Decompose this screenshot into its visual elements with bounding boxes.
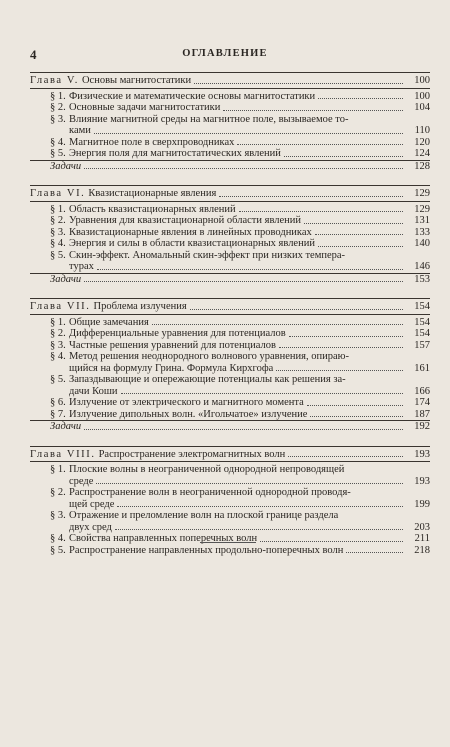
section-number: § 1. xyxy=(50,464,66,475)
section-page: 129 xyxy=(414,203,430,215)
section-title: среде xyxy=(69,475,94,487)
section-entry xyxy=(30,499,430,511)
section-page: 120 xyxy=(414,136,430,148)
section-line xyxy=(50,238,406,250)
chapter-title-wrap xyxy=(30,75,191,87)
section-entry xyxy=(30,510,430,522)
tasks-page: 153 xyxy=(414,273,430,285)
leader-dots xyxy=(239,211,403,212)
section-line xyxy=(50,102,406,114)
chapter-block xyxy=(30,185,430,285)
section-title: Излучение дипольных волн. «Игольчатое» излучение xyxy=(69,408,308,420)
chapter-title: Проблема излучения xyxy=(93,301,187,312)
chapter-block xyxy=(30,298,430,433)
section-line xyxy=(50,148,406,160)
section-number: § 2. xyxy=(50,328,66,339)
section-line xyxy=(50,476,406,488)
section-line xyxy=(50,114,406,126)
section-page: 100 xyxy=(414,90,430,102)
section-title: Физические и математические основы магнитостатики xyxy=(69,90,316,102)
section-page: 174 xyxy=(414,397,430,408)
leader-dots xyxy=(84,281,403,282)
section-line xyxy=(50,317,406,329)
section-title: Свойства направленных поперечных волн xyxy=(69,533,258,544)
chapter-heading xyxy=(30,186,430,201)
leader-dots xyxy=(152,324,403,325)
section-page: 131 xyxy=(414,215,430,226)
section-number: § 4. xyxy=(50,533,66,544)
section-line xyxy=(50,386,406,398)
section-entry xyxy=(30,238,430,250)
section-page: 154 xyxy=(414,328,430,339)
section-line xyxy=(50,328,406,340)
chapter-heading xyxy=(30,299,430,314)
section-title: Отражение и преломление волн на плоской границе раздела xyxy=(69,510,339,521)
section-entry xyxy=(30,363,430,375)
section-page: 146 xyxy=(414,261,430,272)
section-entry xyxy=(30,386,430,398)
section-entry xyxy=(30,464,430,476)
section-number: § 7. xyxy=(50,408,66,420)
chapter-label: Глава VI. xyxy=(30,188,86,199)
section-line xyxy=(50,374,406,386)
section-line xyxy=(50,227,406,239)
section-page: 154 xyxy=(414,316,430,328)
chapter-title: Основы магнитостатики xyxy=(81,75,192,86)
section-number: § 3. xyxy=(50,339,66,351)
tasks-entry xyxy=(30,161,430,173)
section-page: 133 xyxy=(414,226,430,238)
section-entry xyxy=(30,397,430,409)
page-number: 4 xyxy=(30,47,37,62)
chapter-page: 193 xyxy=(414,448,430,460)
section-page: 140 xyxy=(414,238,430,249)
section-entry xyxy=(30,351,430,363)
section-title: Энергия и силы в области квазистационарных явлений xyxy=(69,238,315,249)
section-title: Основные задачи магнитостатики xyxy=(69,102,221,113)
leader-dots xyxy=(219,196,403,197)
section-title: щийся на формулу Грина. Формула Кирхгофа xyxy=(69,362,274,374)
chapter-heading xyxy=(30,73,430,88)
section-title: двух сред xyxy=(69,521,112,533)
closing-divider xyxy=(200,542,256,543)
section-title: Излучение от электрического и магнитного момента xyxy=(69,397,304,408)
section-page: 161 xyxy=(414,362,430,374)
leader-dots xyxy=(318,98,403,99)
section-entry xyxy=(30,215,430,227)
chapter-title-wrap xyxy=(30,188,216,200)
section-page: 157 xyxy=(414,339,430,351)
section-line xyxy=(50,487,406,499)
section-title: Энергия поля для магнитостатических явлений xyxy=(69,148,281,159)
section-line xyxy=(50,91,406,103)
tasks-label: Задачи xyxy=(50,421,82,432)
section-line xyxy=(50,545,406,557)
section-line xyxy=(50,215,406,227)
section-title: Распространение волн в неограниченной однородной проводя- xyxy=(69,487,351,498)
section-title: Скин-эффект. Аномальный скин-эффект при низких темпера- xyxy=(69,249,346,261)
section-line xyxy=(50,137,406,149)
section-entry xyxy=(30,250,430,262)
section-number: § 1. xyxy=(50,316,66,328)
section-number: § 1. xyxy=(50,90,66,102)
section-entry xyxy=(30,340,430,352)
section-number: § 1. xyxy=(50,203,66,215)
chapter-label: Глава VIII. xyxy=(30,448,96,460)
leader-dots xyxy=(84,429,403,430)
section-page: 218 xyxy=(414,544,430,556)
section-number: § 2. xyxy=(50,487,66,498)
section-entry xyxy=(30,148,430,160)
tasks-page: 128 xyxy=(414,160,430,172)
section-title: Общие замечания xyxy=(69,316,149,328)
section-title: Метод решения неоднородного волнового уравнения, опираю- xyxy=(69,351,349,362)
section-number: § 4. xyxy=(50,351,66,362)
section-line xyxy=(50,261,406,273)
tasks-entry xyxy=(30,274,430,286)
section-entry xyxy=(30,102,430,114)
section-title: Плоские волны в неограниченной однородной непроводящей xyxy=(69,464,345,475)
section-page: 203 xyxy=(414,521,430,533)
section-title: Дифференциальные уравнения для потенциалов xyxy=(69,328,286,339)
leader-dots xyxy=(318,246,403,247)
leader-dots xyxy=(117,506,403,507)
section-entry xyxy=(30,374,430,386)
leader-dots xyxy=(279,347,403,348)
section-entry xyxy=(30,204,430,216)
tasks-label: Задачи xyxy=(50,160,82,172)
section-number: § 3. xyxy=(50,226,66,238)
leader-dots xyxy=(194,83,403,84)
section-page: 199 xyxy=(414,498,430,510)
section-page: 104 xyxy=(414,102,430,113)
leader-dots xyxy=(276,370,403,371)
section-entry xyxy=(30,487,430,499)
section-page: 166 xyxy=(414,385,430,397)
chapter-title: Квазистационарные явления xyxy=(88,188,217,199)
section-title: Распространение направленных продольно-поперечных волн xyxy=(69,544,344,556)
section-line xyxy=(50,351,406,363)
chapter-title: Распространение электромагнитных волн xyxy=(98,448,286,460)
section-title: дачи Коши xyxy=(69,385,118,397)
section-number: § 4. xyxy=(50,136,66,148)
section-title: Область квазистационарных явлений xyxy=(69,203,236,215)
leader-dots xyxy=(115,529,403,530)
section-title: турах xyxy=(69,261,94,272)
section-page: 211 xyxy=(414,533,430,544)
section-entry xyxy=(30,137,430,149)
section-line xyxy=(50,250,406,262)
section-entry xyxy=(30,227,430,239)
section-line xyxy=(50,464,406,476)
chapter-page: 129 xyxy=(414,188,430,199)
section-title: Уравнения для квазистационарной области явлений xyxy=(69,215,302,226)
section-line xyxy=(50,522,406,534)
section-page: 124 xyxy=(414,148,430,159)
leader-dots xyxy=(237,144,403,145)
section-page: 187 xyxy=(414,408,430,420)
leader-dots xyxy=(304,223,403,224)
section-entry xyxy=(30,261,430,273)
section-entry xyxy=(30,522,430,534)
section-title: ками xyxy=(69,125,91,136)
section-entry xyxy=(30,114,430,126)
section-entry xyxy=(30,317,430,329)
section-line xyxy=(50,340,406,352)
section-page: 193 xyxy=(414,475,430,487)
section-line xyxy=(50,204,406,216)
section-entry xyxy=(30,125,430,137)
chapter-title-wrap xyxy=(30,449,285,461)
leader-dots xyxy=(121,393,403,394)
chapter-title-wrap xyxy=(30,301,187,313)
chapter-page: 154 xyxy=(414,301,430,312)
leader-dots xyxy=(94,133,403,134)
chapter-block xyxy=(30,446,430,557)
leader-dots xyxy=(97,269,403,270)
leader-dots xyxy=(315,234,403,235)
section-page: 110 xyxy=(414,125,430,136)
section-number: § 5. xyxy=(50,148,66,159)
section-title: Магнитное поле в сверхпроводниках xyxy=(69,136,235,148)
leader-dots xyxy=(288,456,403,457)
section-entry xyxy=(30,328,430,340)
tasks-entry xyxy=(30,421,430,433)
section-entry xyxy=(30,409,430,421)
section-number: § 5. xyxy=(50,249,66,261)
section-title: Частные решения уравнений для потенциалов xyxy=(69,339,276,351)
section-title: Запаздывающие и опережающие потенциалы как решения за- xyxy=(69,374,346,385)
section-title: Квазистационарные явления в линейных проводниках xyxy=(69,226,312,238)
chapter-label: Глава V. xyxy=(30,75,79,86)
tasks-label: Задачи xyxy=(50,273,82,285)
leader-dots xyxy=(190,309,403,310)
leader-dots xyxy=(307,405,403,406)
tasks-page: 192 xyxy=(414,421,430,432)
section-line xyxy=(50,125,406,137)
section-line xyxy=(50,409,406,421)
section-title: Влияние магнитной среды на магнитное поле, вызываемое то- xyxy=(69,113,349,125)
leader-dots xyxy=(223,110,403,111)
section-number: § 2. xyxy=(50,215,66,226)
leader-dots xyxy=(96,483,403,484)
section-number: § 3. xyxy=(50,113,66,125)
section-line xyxy=(50,363,406,375)
leader-dots xyxy=(284,156,403,157)
section-line xyxy=(50,499,406,511)
leader-dots xyxy=(310,416,403,417)
table-of-contents xyxy=(30,72,430,569)
chapter-label: Глава VII. xyxy=(30,301,91,312)
chapter-block xyxy=(30,72,430,172)
section-number: § 4. xyxy=(50,238,66,249)
section-number: § 5. xyxy=(50,374,66,385)
section-number: § 5. xyxy=(50,544,66,556)
section-number: § 2. xyxy=(50,102,66,113)
section-number: § 6. xyxy=(50,397,66,408)
section-line xyxy=(50,397,406,409)
chapter-heading xyxy=(30,447,430,462)
leader-dots xyxy=(84,168,403,169)
page-title: ОГЛАВЛЕНИЕ xyxy=(182,48,268,59)
section-title: щей среде xyxy=(69,498,115,510)
section-entry xyxy=(30,91,430,103)
leader-dots xyxy=(289,336,403,337)
leader-dots xyxy=(260,541,403,542)
section-number: § 3. xyxy=(50,510,66,521)
leader-dots xyxy=(346,552,403,553)
section-line xyxy=(50,510,406,522)
chapter-page: 100 xyxy=(414,75,430,86)
section-entry xyxy=(30,545,430,557)
section-entry xyxy=(30,476,430,488)
